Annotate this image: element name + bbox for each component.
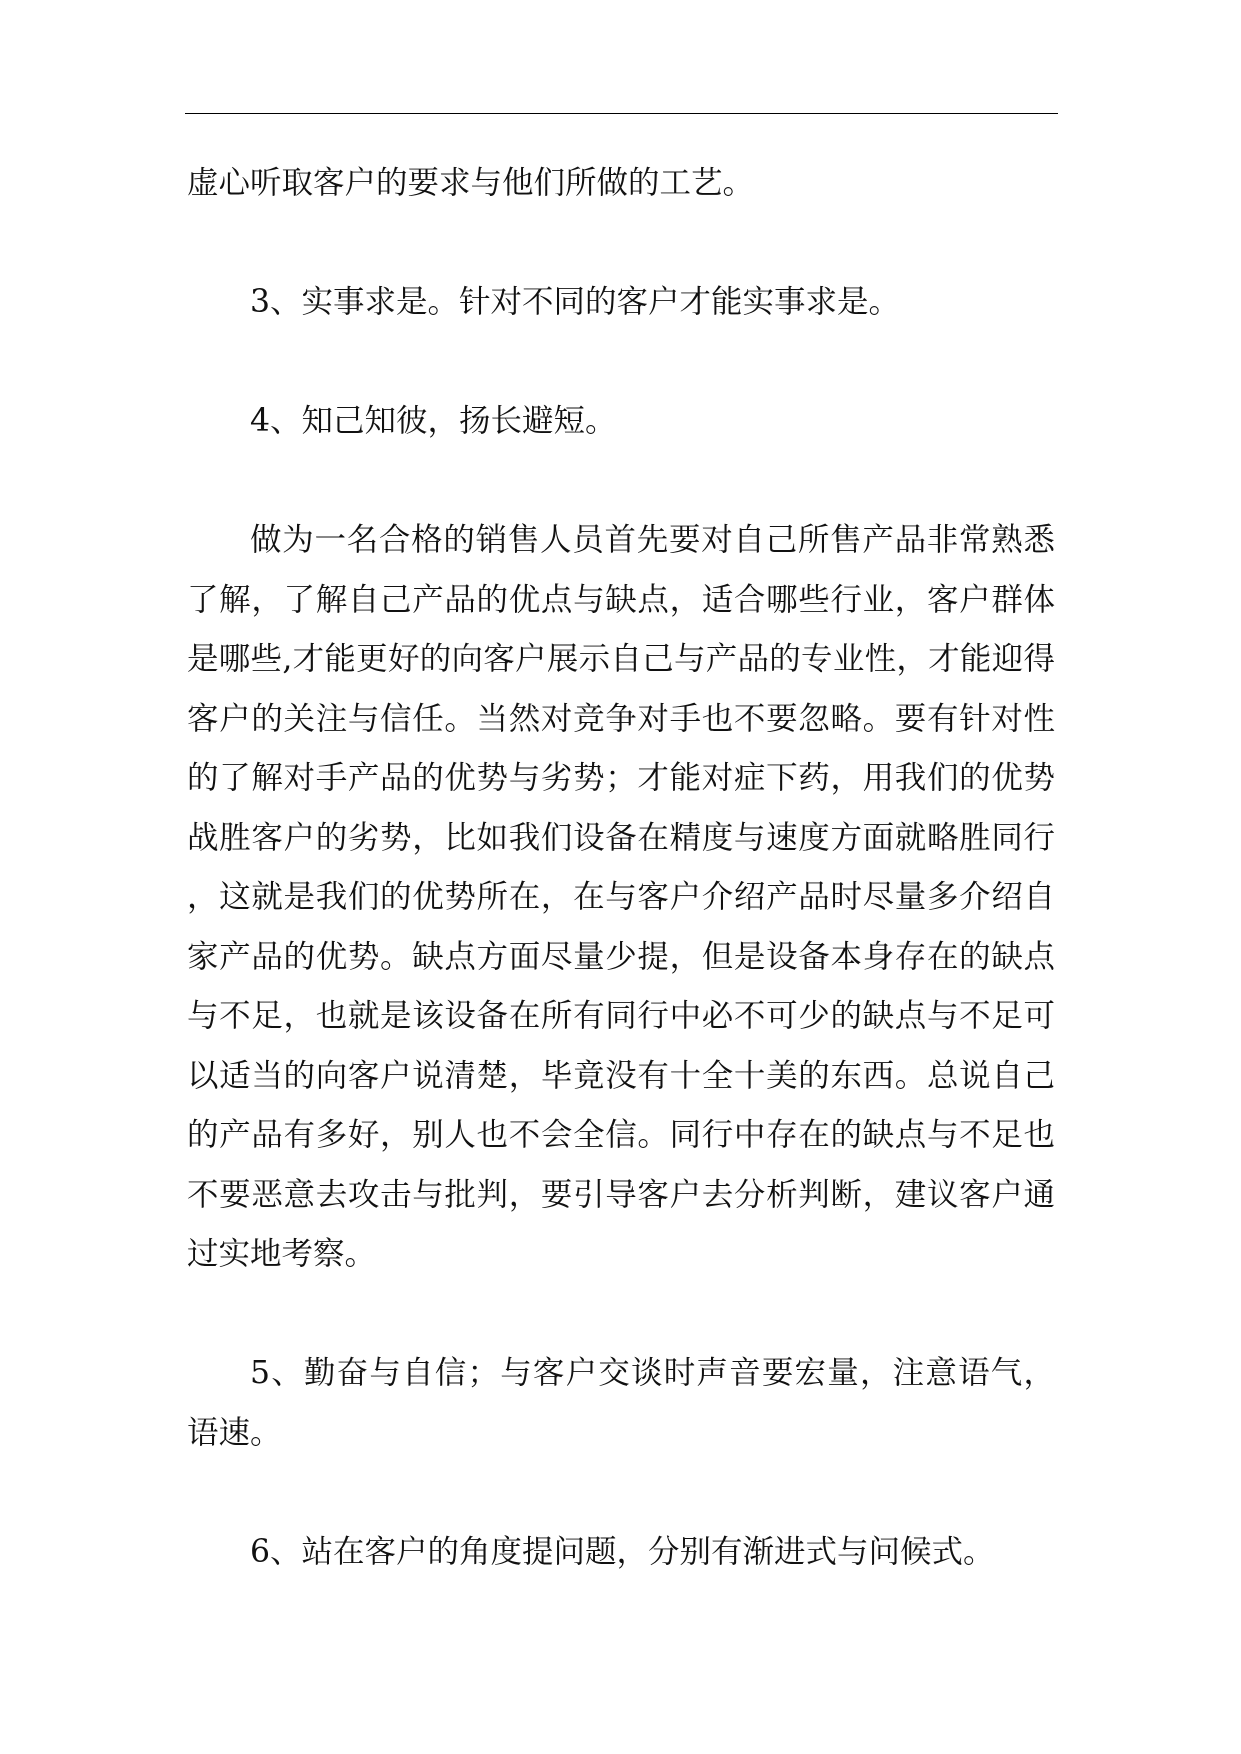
paragraph-point-3: 3、实事求是。针对不同的客户才能实事求是。 — [250, 284, 901, 320]
header-rule — [185, 113, 1058, 114]
paragraph-point-5: 5、勤奋与自信；与客户交谈时声音要宏量，注意语气，语速。 — [187, 1355, 1055, 1451]
document-body — [187, 154, 1055, 1582]
paragraph-point-6: 6、站在客户的角度提问题，分别有渐进式与问候式。 — [250, 1533, 995, 1570]
paragraph-product-knowledge: 做为一名合格的销售人员首先要对自己所售产品非常熟悉了解，了解自己产品的优点与缺点，适合哪些行业，客户群体是哪些,才能更好的向客户展示自己与产品的专业性，才能迎得客户的关注与信任。当然对竞争对手也不要忽略。要有针对性的了解对手产品的优势与劣势；才能对症下药，用我们的优势战胜客户的劣势，比如我们设备在精度与速度方面就略胜同行，这就是我们的优势所在，在与客户介绍产品时尽量多介绍自家产品的优势。缺点方面尽量少提，但是设备本身存在的缺点与不足，也就是该设备在所有同行中必不可少的缺点与不足可以适当的向客户说清楚，毕竟没有十全十美的东西。总说自己的产品有多好，别人也不会全信。同行中存在的缺点与不足也不要恶意去攻击与批判，要引导客户去分析判断，建议客户通过实地考察。 — [187, 522, 1055, 1272]
paragraph-continuation: 虚心听取客户的要求与他们所做的工艺。 — [187, 165, 755, 201]
paragraph-point-4: 4、知己知彼，扬长避短。 — [250, 403, 617, 439]
